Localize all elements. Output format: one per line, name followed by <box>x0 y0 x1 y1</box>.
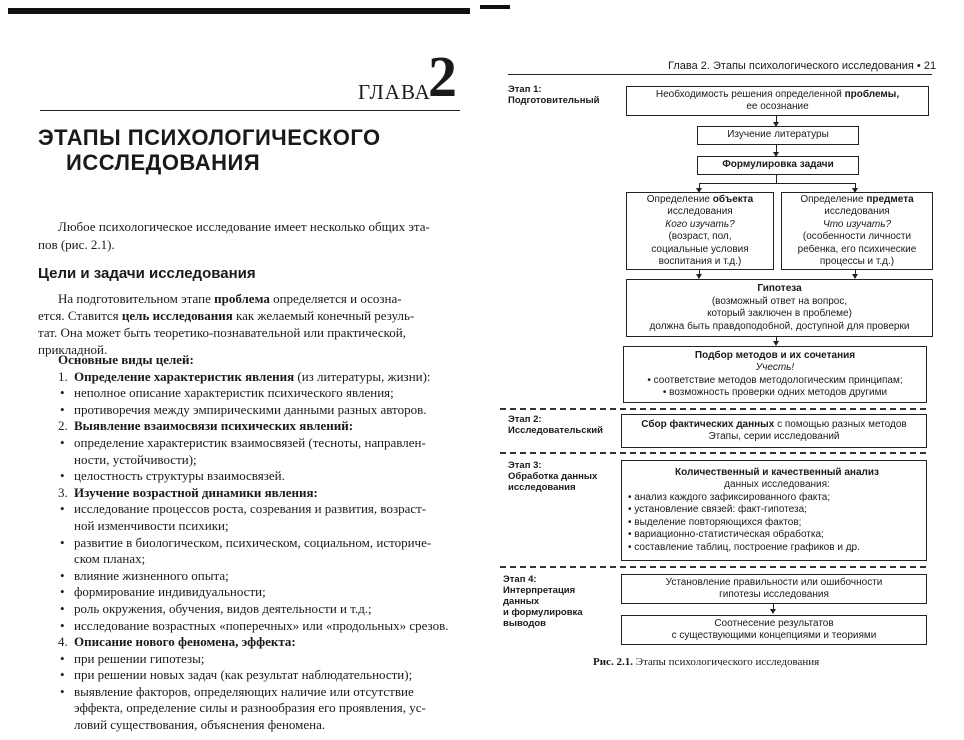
stage3-label: Этап 3: Обработка данных исследования <box>508 460 598 493</box>
box-task: Формулировка задачи <box>697 156 859 175</box>
box-literature: Изучение литературы <box>697 126 859 145</box>
chapter-word: ГЛАВА <box>358 80 431 104</box>
goal-item: 1. Определение характеристик явления (из литературы, жизни): <box>58 368 431 384</box>
goal-bullet: • развитие в биологическом, психическом, социальном, историче- <box>58 535 464 552</box>
box-methods: Подбор методов и их сочетания Учесть! • соответствие методов методологическим принципам; • возможность проверки одних методов другими <box>623 346 927 403</box>
stage-divider <box>500 408 926 410</box>
box-object: Определение объекта исследования Кого изучать? (возраст, пол, социальные условия воспитания и т.д.) <box>626 192 774 270</box>
stage-divider <box>500 566 926 568</box>
stage-divider <box>500 452 926 454</box>
intro-line: пов (рис. 2.1). <box>38 237 115 252</box>
chapter-title-line1: ЭТАПЫ ПСИХОЛОГИЧЕСКОГО <box>38 125 381 150</box>
para-line: прикладной. <box>38 342 108 357</box>
goal-bullet-cont: эффекта, определение силы и разнообразия его проявления, ус- <box>74 700 426 716</box>
goal-bullet: • неполное описание характеристик психического явления; <box>58 385 464 402</box>
goal-bullet-cont: ности, устойчивости); <box>74 451 197 467</box>
goal-bullet: • противоречия между эмпирическими данными разных авторов. <box>58 402 464 419</box>
running-head: Глава 2. Этапы психологического исследования • 21 <box>668 60 937 72</box>
chapter-title-line2: ИССЛЕДОВАНИЯ <box>66 150 261 175</box>
goal-bullet: • целостность структуры взаимосвязей. <box>58 468 464 485</box>
goal-bullet-cont: ском планах; <box>74 551 146 567</box>
box-compare: Соотнесение результатов с существующими концепциями и теориями <box>621 615 927 645</box>
para-line: На подготовительном этапе проблема определяется и осозна- <box>58 291 402 306</box>
para-line: ется. Ставится цель исследования как желаемый конечный резуль- <box>38 308 415 323</box>
goal-bullet: • влияние жизненного опыта; <box>58 568 464 585</box>
goal-bullet-cont: ловий существования, объяснения феномена. <box>74 717 326 733</box>
box-problem: Необходимость решения определенной проблемы, ее осознание <box>626 86 929 116</box>
box-verify: Установление правильности или ошибочности гипотезы исследования <box>621 574 927 604</box>
running-head-rule <box>508 74 932 75</box>
box-hypothesis: Гипотеза (возможный ответ на вопрос, который заключен в проблеме) должна быть правдоподобной, доступной для проверки <box>626 279 933 337</box>
arrow-down-icon <box>770 609 776 614</box>
box-subject: Определение предмета исследования Что изучать? (особенности личности ребенка, его психические процессы и т.д.) <box>781 192 933 270</box>
scan-border-top-right <box>480 5 510 9</box>
stage4-label: Этап 4: Интерпретация данных и формулировка выводов <box>503 574 583 629</box>
goal-bullet: • исследование процессов роста, созревания и развития, возраст- <box>58 501 464 518</box>
intro-line: Любое психологическое исследование имеет несколько общих эта- <box>58 219 430 234</box>
goal-bullet: • роль окружения, обучения, видов деятельности и т.д.; <box>58 601 464 618</box>
chapter-number: 2 <box>428 44 457 109</box>
box-analysis: Количественный и качественный анализ данных исследования: • анализ каждого зафиксированного факта; • установление связей: факт-гипотеза; • выделение повторяющихся фактов; • вариационно-статистическая обработка; • составление таблиц, построение графиков и др. <box>621 460 927 561</box>
para-line: тат. Она может быть теоретико-познавательной или практической, <box>38 325 406 340</box>
goal-bullet-cont: ной изменчивости психики; <box>74 517 229 533</box>
stage2-label: Этап 2: Исследовательский <box>508 414 603 436</box>
goal-item: 4. Описание нового феномена, эффекта: <box>58 634 296 650</box>
connector <box>776 175 777 183</box>
goal-bullet: • исследование возрастных «поперечных» или «продольных» срезов. <box>58 618 464 635</box>
goal-bullet: • выявление факторов, определяющих наличие или отсутствие <box>58 684 464 701</box>
intro-paragraph <box>38 218 462 254</box>
goal-bullet: • при решении новых задач (как результат наблюдательности); <box>58 667 464 684</box>
body-paragraph <box>38 290 462 358</box>
figure-caption: Рис. 2.1. Этапы психологического исследования <box>593 656 820 668</box>
chapter-rule <box>40 110 460 111</box>
goal-bullet: • определение характеристик взаимосвязей (тесноты, направлен- <box>58 435 464 452</box>
goal-bullet: • формирование индивидуальности; <box>58 584 464 601</box>
goal-item: 2. Выявление взаимосвязи психических явлений: <box>58 418 354 434</box>
connector <box>699 183 855 184</box>
scan-border-top-left <box>8 8 470 14</box>
section-heading: Цели и задачи исследования <box>38 265 256 282</box>
goals-heading: Основные виды целей: <box>58 352 194 367</box>
box-data-collection: Сбор фактических данных с помощью разных методов Этапы, серии исследований <box>621 414 927 448</box>
goals-list <box>58 352 464 734</box>
stage1-label: Этап 1: Подготовительный <box>508 84 600 106</box>
goal-item: 3. Изучение возрастной динамики явления: <box>58 484 318 500</box>
goal-bullet: • при решении гипотезы; <box>58 651 464 668</box>
